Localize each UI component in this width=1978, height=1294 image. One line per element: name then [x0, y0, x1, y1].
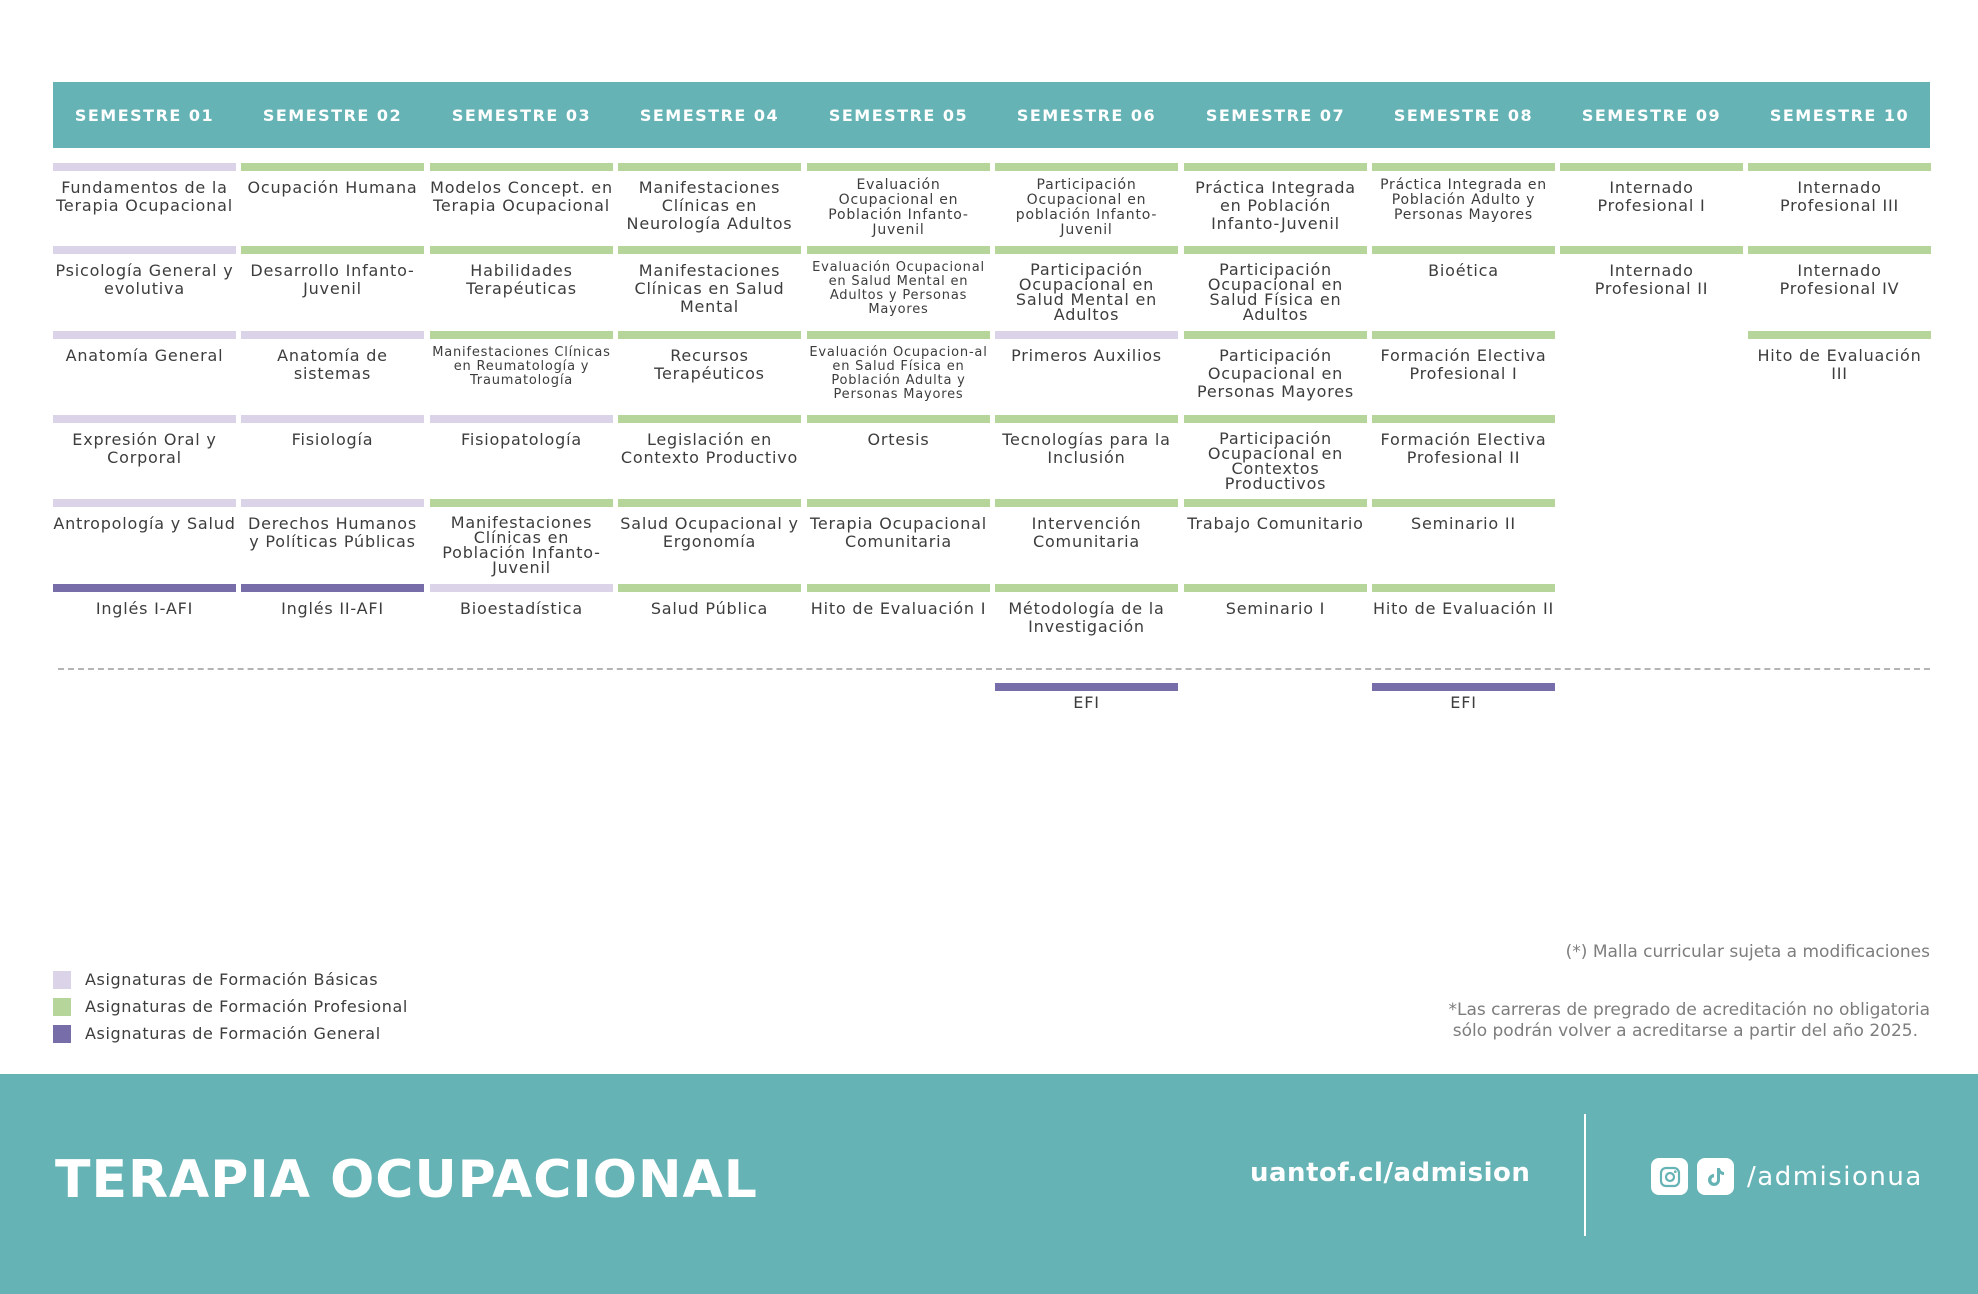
course-type-bar: [618, 163, 801, 171]
course-name: Participación Ocupacional en Salud Física en Adultos: [1207, 260, 1344, 324]
course-cell: [1560, 163, 1743, 243]
course-name: Seminario I: [1225, 599, 1326, 618]
course-type-bar: [241, 331, 424, 339]
course-type-bar: [807, 584, 990, 592]
course-name: Hito de Evaluación II: [1373, 599, 1554, 618]
course-type-bar: [807, 163, 990, 171]
course-name: Práctica Integrada en Población Adulto y Personas Mayores: [1380, 177, 1547, 223]
note-accreditation-line1: *Las carreras de pregrado de acreditación no obligatoria: [1448, 1000, 1930, 1020]
course-cell: [241, 584, 424, 664]
course-type-bar: [618, 415, 801, 423]
footer-separator: [1584, 1114, 1586, 1236]
program-title: TERAPIA OCUPACIONAL: [55, 1150, 758, 1210]
course-name: Desarrollo Infanto-Juvenil: [250, 261, 415, 298]
course-cell: [430, 499, 613, 579]
course-type-bar: [1372, 163, 1555, 171]
course-type-bar: [618, 499, 801, 507]
social-links: [1651, 1158, 1923, 1195]
efi-name: EFI: [1450, 693, 1477, 712]
course-name: Internado Profesional I: [1597, 178, 1706, 215]
course-type-bar: [241, 246, 424, 254]
course-cell: [1184, 246, 1367, 326]
course-name: Evaluación Ocupacion-al en Salud Física en Población Adulta y Personas Mayores: [809, 345, 988, 402]
course-name: Terapia Ocupacional Comunitaria: [810, 514, 987, 551]
course-name: Internado Profesional III: [1779, 178, 1900, 215]
legend-label-general: Asignaturas de Formación General: [85, 1024, 381, 1043]
course-type-bar: [618, 584, 801, 592]
course-type-bar: [1560, 163, 1743, 171]
course-name: Manifestaciones Clínicas en Reumatología y Traumatología: [432, 345, 611, 388]
course-name: Fundamentos de la Terapia Ocupacional: [56, 178, 233, 215]
course-name: Internado Profesional IV: [1779, 261, 1900, 298]
course-name: Internado Profesional II: [1594, 261, 1709, 298]
course-name: Seminario II: [1411, 514, 1516, 533]
note-accreditation-line2: sólo podrán volver a acreditarse a partir del año 2025.: [1452, 1021, 1918, 1041]
course-type-bar: [430, 499, 613, 507]
course-type-bar: [618, 246, 801, 254]
course-name: Psicología General y evolutiva: [55, 261, 234, 298]
course-name: Tecnologías para la Inclusión: [1002, 430, 1171, 467]
legend-swatch-basic: [53, 971, 71, 989]
course-type-bar: [241, 415, 424, 423]
course-cell: [995, 331, 1178, 411]
course-cell: [618, 584, 801, 664]
course-type-bar: [618, 331, 801, 339]
dashed-divider: [58, 668, 1930, 670]
semester-header: SEMESTRE 04: [639, 105, 780, 125]
course-type-bar: [1372, 331, 1555, 339]
course-type-bar: [807, 331, 990, 339]
course-type-bar: [807, 499, 990, 507]
semester-header: SEMESTRE 09: [1581, 105, 1722, 125]
semester-header: SEMESTRE 08: [1393, 105, 1534, 125]
course-name: Participación Ocupacional en Salud Mental en Adultos: [1015, 260, 1158, 324]
course-name: Fisiopatología: [461, 430, 582, 449]
course-cell: [995, 584, 1178, 664]
course-name: Inglés I-AFI: [95, 599, 194, 618]
course-name: Ortesis: [867, 430, 930, 449]
course-cell: [807, 415, 990, 495]
course-cell: [618, 499, 801, 579]
course-type-bar: [995, 499, 1178, 507]
legend-label-prof: Asignaturas de Formación Profesional: [85, 997, 408, 1016]
course-type-bar: [995, 163, 1178, 171]
legend-swatch-general: [53, 1025, 71, 1043]
legend-item-basic: [53, 966, 408, 993]
course-name: Ocupación Humana: [247, 178, 418, 197]
course-cell: [618, 415, 801, 495]
semester-header: SEMESTRE 03: [451, 105, 592, 125]
course-type-bar: [1560, 246, 1743, 254]
course-cell: [430, 584, 613, 664]
course-type-bar: [430, 163, 613, 171]
note-accreditation: [1448, 1000, 1930, 1042]
course-type-bar: [53, 584, 236, 592]
course-name: Bioestadística: [460, 599, 583, 618]
course-type-bar: [1372, 683, 1555, 691]
course-cell: [807, 246, 990, 326]
course-name: Anatomía de sistemas: [277, 346, 388, 383]
tiktok-icon[interactable]: [1697, 1158, 1734, 1195]
course-type-bar: [53, 246, 236, 254]
course-cell: [241, 246, 424, 326]
efi-cell: [1372, 683, 1555, 723]
course-name: Métodología de la Investigación: [1008, 599, 1165, 636]
course-type-bar: [430, 584, 613, 592]
course-name: Primeros Auxilios: [1011, 346, 1162, 365]
legend: [53, 966, 408, 1047]
course-type-bar: [1184, 331, 1367, 339]
course-cell: [1560, 246, 1743, 326]
admission-link[interactable]: uantof.cl/admision: [1250, 1158, 1531, 1188]
course-cell: [807, 584, 990, 664]
course-cell: [1372, 584, 1555, 664]
course-cell: [1748, 163, 1931, 243]
course-type-bar: [53, 499, 236, 507]
course-cell: [618, 163, 801, 243]
course-cell: [53, 415, 236, 495]
course-type-bar: [53, 331, 236, 339]
course-name: Hito de Evaluación III: [1757, 346, 1922, 383]
semester-header: SEMESTRE 05: [828, 105, 969, 125]
course-cell: [241, 331, 424, 411]
course-type-bar: [1372, 499, 1555, 507]
note-modifications: (*) Malla curricular sujeta a modificaciones: [1565, 942, 1930, 962]
course-name: Habilidades Terapéuticas: [466, 261, 577, 298]
course-type-bar: [241, 584, 424, 592]
course-cell: [241, 163, 424, 243]
course-cell: [1748, 246, 1931, 326]
course-cell: [995, 246, 1178, 326]
course-cell: [807, 499, 990, 579]
course-cell: [430, 246, 613, 326]
course-name: Manifestaciones Clínicas en Población Infanto-Juvenil: [442, 513, 601, 577]
course-type-bar: [1748, 163, 1931, 171]
course-type-bar: [241, 163, 424, 171]
course-type-bar: [430, 415, 613, 423]
course-name: Participación Ocupacional en Contextos Productivos: [1207, 429, 1344, 493]
efi-name: EFI: [1073, 693, 1100, 712]
course-name: Fisiología: [291, 430, 374, 449]
semester-header: SEMESTRE 10: [1769, 105, 1910, 125]
course-cell: [430, 415, 613, 495]
legend-label-basic: Asignaturas de Formación Básicas: [85, 970, 379, 989]
course-name: Manifestaciones Clínicas en Neurología Adultos: [626, 178, 793, 233]
course-type-bar: [807, 415, 990, 423]
course-type-bar: [1372, 415, 1555, 423]
course-type-bar: [1184, 584, 1367, 592]
course-name: Anatomía General: [65, 346, 224, 365]
course-cell: [241, 499, 424, 579]
course-type-bar: [1748, 246, 1931, 254]
course-cell: [807, 331, 990, 411]
course-name: Hito de Evaluación I: [810, 599, 987, 618]
course-type-bar: [995, 415, 1178, 423]
course-type-bar: [430, 331, 613, 339]
legend-item-prof: [53, 993, 408, 1020]
semester-header: SEMESTRE 06: [1016, 105, 1157, 125]
course-cell: [53, 584, 236, 664]
course-cell: [1748, 331, 1931, 411]
course-cell: [995, 415, 1178, 495]
course-name: Participación Ocupacional en Personas Mayores: [1196, 346, 1355, 401]
course-type-bar: [1184, 163, 1367, 171]
course-type-bar: [430, 246, 613, 254]
course-cell: [618, 246, 801, 326]
semester-header: SEMESTRE 02: [262, 105, 403, 125]
course-type-bar: [995, 584, 1178, 592]
course-name: Trabajo Comunitario: [1187, 514, 1364, 533]
course-cell: [241, 415, 424, 495]
course-cell: [1184, 499, 1367, 579]
course-cell: [430, 331, 613, 411]
course-type-bar: [1184, 499, 1367, 507]
course-type-bar: [1748, 331, 1931, 339]
course-type-bar: [53, 415, 236, 423]
course-cell: [53, 246, 236, 326]
course-type-bar: [995, 331, 1178, 339]
instagram-icon[interactable]: [1651, 1158, 1688, 1195]
course-name: Práctica Integrada en Población Infanto-Juvenil: [1195, 178, 1356, 233]
course-cell: [995, 163, 1178, 243]
course-cell: [618, 331, 801, 411]
course-cell: [1372, 246, 1555, 326]
course-cell: [1184, 331, 1367, 411]
course-cell: [1184, 584, 1367, 664]
legend-swatch-prof: [53, 998, 71, 1016]
legend-item-general: [53, 1020, 408, 1047]
course-name: Formación Electiva Profesional II: [1380, 430, 1547, 467]
course-name: Antropología y Salud: [53, 514, 236, 533]
course-name: Formación Electiva Profesional I: [1380, 346, 1547, 383]
course-cell: [1372, 415, 1555, 495]
course-name: Salud Ocupacional y Ergonomía: [620, 514, 799, 551]
course-name: Derechos Humanos y Políticas Públicas: [247, 514, 417, 551]
course-cell: [1372, 163, 1555, 243]
course-name: Evaluación Ocupacional en Salud Mental en Adultos y Personas Mayores: [812, 260, 985, 317]
course-cell: [807, 163, 990, 243]
course-type-bar: [53, 163, 236, 171]
course-cell: [430, 163, 613, 243]
social-handle[interactable]: /admisionua: [1747, 1161, 1923, 1192]
course-type-bar: [241, 499, 424, 507]
course-type-bar: [995, 683, 1178, 691]
course-name: Expresión Oral y Corporal: [72, 430, 217, 467]
course-name: Salud Pública: [650, 599, 769, 618]
course-name: Legislación en Contexto Productivo: [620, 430, 799, 467]
course-cell: [1184, 163, 1367, 243]
semester-header: SEMESTRE 01: [74, 105, 215, 125]
course-cell: [53, 163, 236, 243]
course-type-bar: [1372, 246, 1555, 254]
course-name: Modelos Concept. en Terapia Ocupacional: [430, 178, 613, 215]
course-name: Manifestaciones Clínicas en Salud Mental: [634, 261, 785, 316]
course-cell: [1372, 331, 1555, 411]
course-cell: [995, 499, 1178, 579]
course-type-bar: [1184, 246, 1367, 254]
course-type-bar: [1372, 584, 1555, 592]
course-type-bar: [995, 246, 1178, 254]
course-name: Intervención Comunitaria: [1031, 514, 1142, 551]
course-type-bar: [1184, 415, 1367, 423]
course-name: Bioética: [1428, 261, 1499, 280]
course-name: Participación Ocupacional en población Infanto-Juvenil: [1015, 177, 1158, 238]
course-name: Inglés II-AFI: [281, 599, 384, 618]
course-cell: [1372, 499, 1555, 579]
course-type-bar: [807, 246, 990, 254]
efi-cell: [995, 683, 1178, 723]
course-cell: [1184, 415, 1367, 495]
semester-header: SEMESTRE 07: [1205, 105, 1346, 125]
course-cell: [53, 331, 236, 411]
footer: [0, 1074, 1978, 1294]
course-cell: [53, 499, 236, 579]
course-name: Evaluación Ocupacional en Población Infanto-Juvenil: [828, 177, 969, 238]
semester-header-bar: [53, 82, 1930, 148]
course-name: Recursos Terapéuticos: [654, 346, 765, 383]
